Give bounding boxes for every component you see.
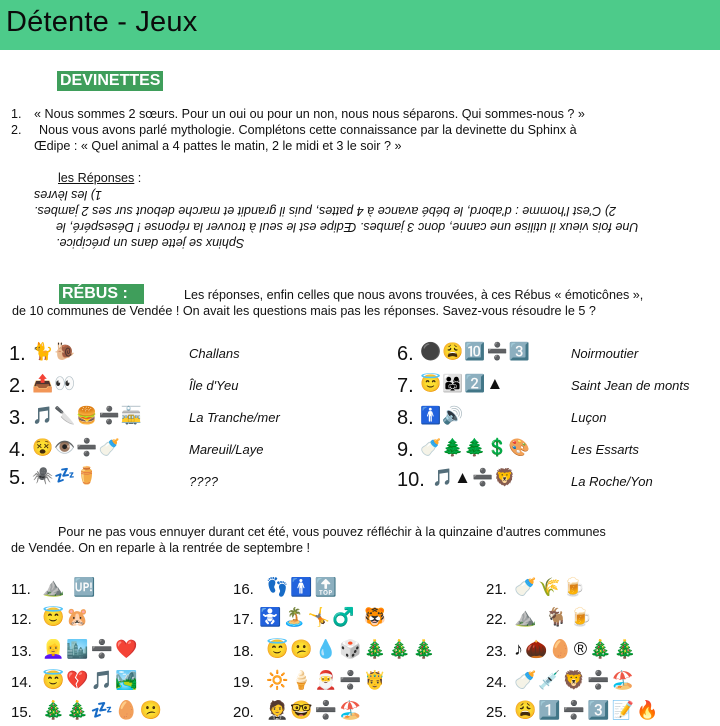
grid-number: 16. [233,581,254,598]
rebus-left-emoji: 😵👁️➗🍼 [32,438,121,457]
rebus-intro-line2: de 10 communes de Vendée ! On avait les questions mais pas les réponses. Savez-vous résoudre le 5 ? [12,304,596,318]
rebus-right-emoji: 🍼🌲🌲💲🎨 [420,438,531,457]
grid-emoji: 🔆🍦🎅➗🤴 [266,670,389,690]
grid-number: 14. [11,674,32,691]
reponses-colon: : [134,171,142,185]
rebus-right-answer: Saint Jean de monts [571,378,690,393]
grid-number: 25. [486,704,507,721]
rebus-left-number: 2. [9,375,26,397]
rebus-right-emoji: 🎵▲➗🦁 [432,468,517,487]
grid-number: 19. [233,674,254,691]
grid-number: 17. [233,611,254,628]
grid-emoji: 🤵🤓➗🏖️ [266,700,364,720]
rebus-tag: RÉBUS : [59,284,144,304]
outro-line2: de Vendée. On en reparle à la rentrée de septembre ! [11,541,310,555]
grid-number: 12. [11,611,32,628]
rebus-right-emoji: 🚹🔊 [420,406,465,425]
question-2-line1: Nous vous avons parlé mythologie. Complétons cette connaissance par la devinette du Sphinx à [39,123,577,137]
flipped-answer-3: Une fois vieux il utilise une canne, donc 3 jambes. Œdipe est le seul à trouver la réponse ! Désespéré, le [56,220,639,234]
rebus-left-answer: La Tranche/mer [189,410,280,425]
rebus-left-number: 3. [9,407,26,429]
rebus-left-emoji: 🕷️💤⚱️ [32,466,99,485]
grid-emoji: ⛰️ 🐐🍺 [514,607,595,627]
rebus-right-number: 9. [397,439,414,461]
grid-emoji: 🎄🎄💤🥚😕 [42,700,165,720]
flipped-answers [28,186,718,250]
grid-emoji: 👣🚹🔝 [266,577,340,597]
rebus-left-answer: ???? [189,474,218,489]
grid-number: 23. [486,643,507,660]
rebus-right-number: 8. [397,407,414,429]
grid-number: 20. [233,704,254,721]
grid-emoji: 🚼🏝️🤸♂️ 🐯 [259,607,389,627]
rebus-right-answer: Les Essarts [571,442,639,457]
outro-line1: Pour ne pas vous ennuyer durant cet été, vous pouvez réfléchir à la quinzaine d'autres communes [58,525,606,539]
grid-number: 21. [486,581,507,598]
rebus-right-number: 7. [397,375,414,397]
rebus-left-emoji: 📤👀 [32,374,77,393]
flipped-answer-4: Sphinx se jette dans un précipice. [56,236,245,250]
grid-number: 22. [486,611,507,628]
grid-emoji: 🍼💉🦁➗🏖️ [514,670,637,690]
reponses-heading [58,171,141,185]
rebus-left-emoji: 🎵🔪🍔➗🚋 [32,406,143,425]
grid-emoji: 😇😕💧🎲🎄🎄🎄 [266,639,437,659]
question-2-number: 2. [11,123,22,137]
rebus-right-answer: Noirmoutier [571,346,639,361]
question-2-line2: Œdipe : « Quel animal a 4 pattes le matin, 2 le midi et 3 le soir ? » [34,139,402,153]
grid-number: 18. [233,643,254,660]
rebus-right-answer: Luçon [571,410,607,425]
grid-number: 24. [486,674,507,691]
grid-emoji: ♪🌰🥚®🎄🎄 [514,639,638,659]
grid-emoji: 🍼🌾🍺 [514,577,588,597]
grid-emoji: 👱‍♀️🏙️➗❤️ [42,639,140,659]
rebus-right-number: 10. [397,469,425,491]
question-1-text: « Nous sommes 2 sœurs. Pour un oui ou pour un non, nous nous séparons. Qui sommes-nous ? » [34,107,585,121]
grid-number: 11. [11,581,31,598]
rebus-left-answer: Mareuil/Laye [189,442,264,457]
rebus-right-number: 6. [397,343,414,365]
question-1-number: 1. [11,107,22,121]
rebus-left-emoji: 🐈🐌 [32,342,77,361]
devinettes-tag: DEVINETTES [57,71,163,91]
grid-emoji: 😇💔🎵🏞️ [42,670,140,690]
flipped-answer-2: 2) C'est l'homme : d'abord, le bébé avance à 4 pattes, puis il grandit et marche debout sur ses 2 jambes. [34,204,616,218]
grid-emoji: 😩1️⃣➗3️⃣📝🔥 [514,700,661,720]
rebus-left-number: 5. [9,467,26,489]
grid-number: 13. [11,643,32,660]
page-title: Détente - Jeux [6,6,198,38]
rebus-left-answer: Challans [189,346,240,361]
header-banner [0,0,720,50]
grid-emoji: ⛰️ 🆙 [42,577,98,597]
grid-emoji: 😇🐹 [42,607,91,627]
rebus-intro-line1: Les réponses, enfin celles que nous avons trouvées, à ces Rébus « émoticônes », [184,288,644,302]
rebus-left-answer: Île d'Yeu [189,378,239,393]
rebus-right-emoji: ⚫😩🔟➗3️⃣ [420,342,531,361]
rebus-right-answer: La Roche/Yon [571,474,653,489]
rebus-left-number: 4. [9,439,26,461]
rebus-right-emoji: 😇👨‍👩‍👧2️⃣▲ [420,374,505,393]
reponses-label: les Réponses [58,171,135,185]
grid-number: 15. [11,704,32,721]
rebus-left-number: 1. [9,343,26,365]
flipped-answer-1: 1) les lèvres [34,188,102,202]
